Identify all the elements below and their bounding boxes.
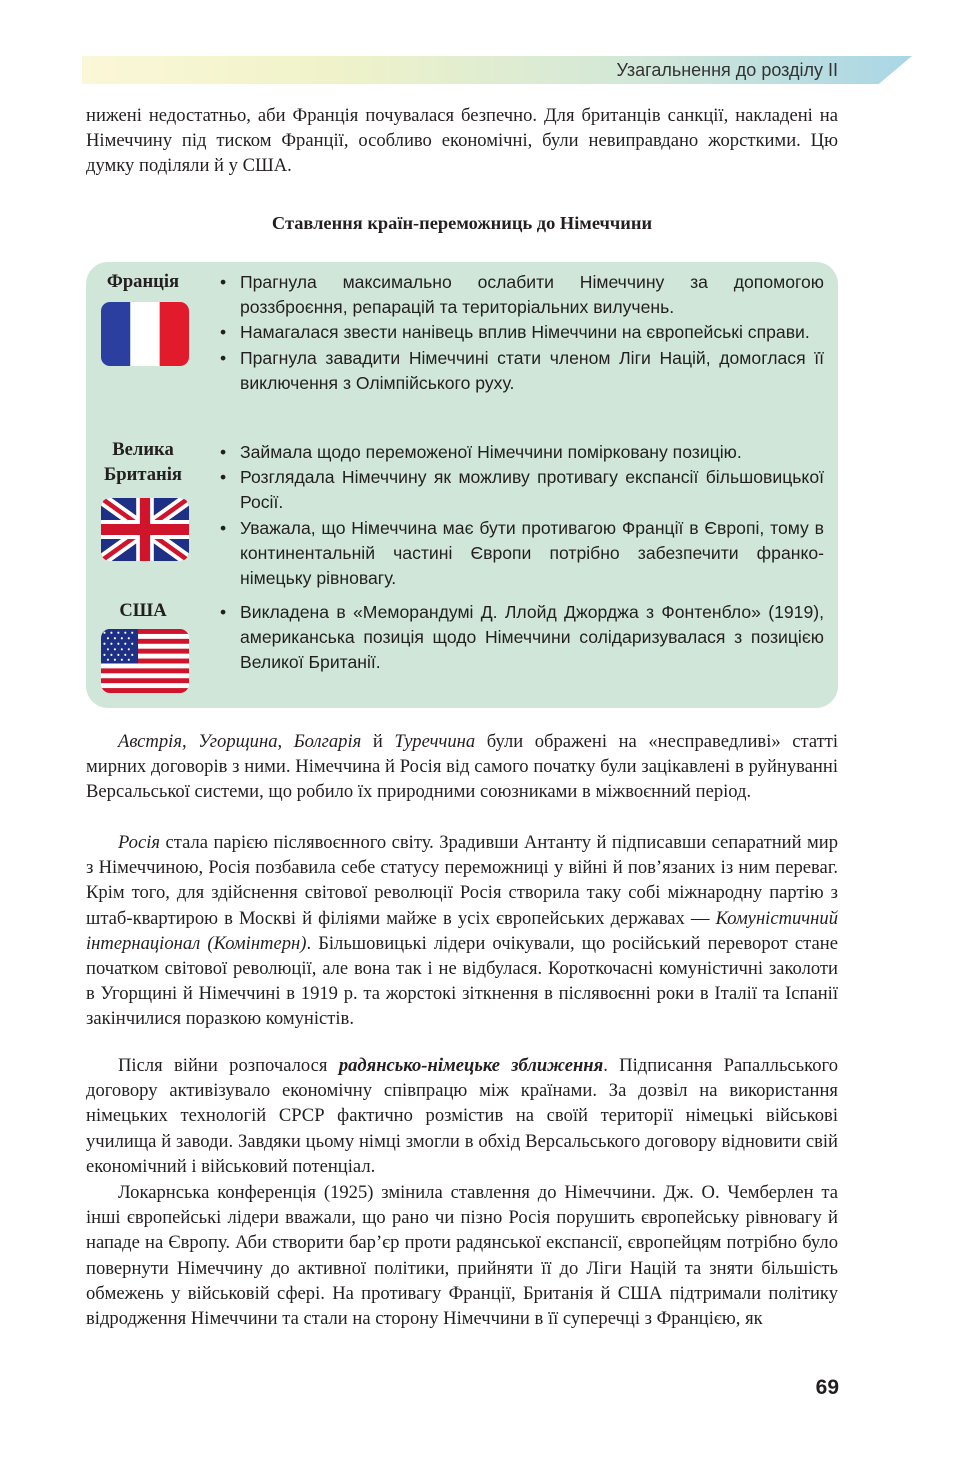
- paragraph-soviet-german: [86, 1053, 838, 1179]
- key-term: радянсько-німецьке зближення: [338, 1055, 604, 1076]
- emphasis: Угорщина: [198, 731, 278, 752]
- text-run: були ображені на «несправедливі» статті мирних договорів з ними. Німеччина й Росія від самого початку були зацікавлені в руйнуванні Версальської системи, що робило їх природними союзниками в міжвоєнний період.: [86, 731, 839, 803]
- country-label-usa: США: [119, 600, 167, 621]
- text-run: стала парією післявоєнного світу. Зрадивши Антанту й підписавши сепаратний мир з Німеччиною, Росія позбавила себе статусу переможниці у війні й пов’язаних із ним переваг. Крім того, для здійснення світової революції Росія створила таку собі міжнародну партію з штаб-квартирою в Москві й філіями майже в усіх європейських державах —: [86, 832, 838, 929]
- country-label-great-britain: [92, 437, 194, 487]
- paragraph-russia: [86, 830, 838, 1032]
- section-title: Узагальнення до розділу ІІ: [616, 60, 838, 80]
- emphasis: Болгарія: [293, 731, 362, 752]
- country-label-line: Британія: [104, 464, 182, 485]
- list-item: • Уважала, що Німеччина має бути противагою Франції в Європі, тому в континентальній частині Європи потрібно забезпечити франко-німецьку рівновагу.: [218, 516, 824, 592]
- text-run: . Більшовицькі лідери очікували, що російський переворот стане початком світової революції, але вона так і не відбулася. Короткочасні комуністичні заколоти в Угорщині й Німеччині в 1919 р. та жорстокі зіткнення в післявоєнні роки в Італії та Іспанії закінчилися поразкою комуністів.: [86, 932, 838, 1030]
- great-britain-attitude-list: [218, 440, 824, 591]
- france-attitude-list: [218, 270, 824, 396]
- list-item: • Розглядала Німеччину як можливу противагу експансії більшовицької Росії.: [218, 465, 824, 515]
- france-flag-icon: [101, 302, 189, 366]
- intro-paragraph: нижені недостатньо, аби Франція почувалася безпечно. Для британців санкції, накладені на Німеччину під тиском Франції, особливо економічні, були невиправдано жорсткими. Цю думку поділяли й у США.: [86, 105, 838, 177]
- list-item: • Прагнула завадити Німеччині стати членом Ліги Націй, домоглася її виключення з Олімпійського руху.: [218, 346, 824, 396]
- paragraph-locarno: Локарнська конференція (1925) змінила ставлення до Німеччини. Дж. О. Чемберлен та інші європейські лідери вважали, що рано чи пізно Росія порушить європейську рівновагу й нападе на Європу. Аби створити бар’єр проти радянської експансії, європейцям потрібно було повернути Німеччину до активної політики, прийняти її до Ліги Націй та зняти більшість обмежень у військовій сфері. На противагу Франції, Британія й США підтримали політику відродження Німеччини та стали на сторону Німеччини в її суперечці з Францією, як: [86, 1182, 838, 1330]
- text-run: . Підписання Рапалльського договору активізувало економічну співпрацю між країнами. За дозвіл на використання німецьких технологій СРСР фактично розмістив на своїй території німецькі військові училища й заводи. Завдяки цьому німці змогли в обхід Версальського договору відновити свій економічний і військовий потенціал.: [86, 1055, 838, 1177]
- usa-attitude-list: [218, 600, 824, 676]
- list-item: • Намагалася звести нанівець вплив Німеччини на європейські справи.: [218, 320, 824, 345]
- page-number: 69: [815, 1376, 839, 1399]
- list-item: • Прагнула максимально ослабити Німеччину за допомогою роззброєння, репарацій та територіальних вилучень.: [218, 270, 824, 320]
- paragraph-defeated-states: [86, 729, 838, 805]
- table-title: Ставлення країн-переможниць до Німеччини: [271, 213, 653, 233]
- emphasis: Австрія: [118, 731, 182, 752]
- uk-flag-icon: [101, 498, 189, 561]
- country-label-france: Франція: [106, 271, 180, 292]
- usa-flag-icon: [101, 629, 189, 693]
- emphasis: Комуністичний інтернаціонал (Комінтерн): [86, 907, 838, 954]
- text-run: Після війни розпочалося: [118, 1055, 339, 1076]
- text-run: ,: [277, 731, 294, 752]
- text-run: й: [361, 731, 395, 752]
- emphasis: Туреччина: [394, 731, 476, 752]
- emphasis: Росія: [118, 832, 161, 853]
- country-label-line: Велика: [112, 439, 174, 460]
- text-run: ,: [181, 731, 199, 752]
- list-item: • Викладена в «Меморандумі Д. Ллойд Джорджа з Фонтенбло» (1919), американська позиція щодо Німеччини солідаризувалася з позицією Великої Британії.: [218, 600, 824, 676]
- list-item: • Займала щодо переможеної Німеччини поміркованy позицію.: [218, 440, 824, 465]
